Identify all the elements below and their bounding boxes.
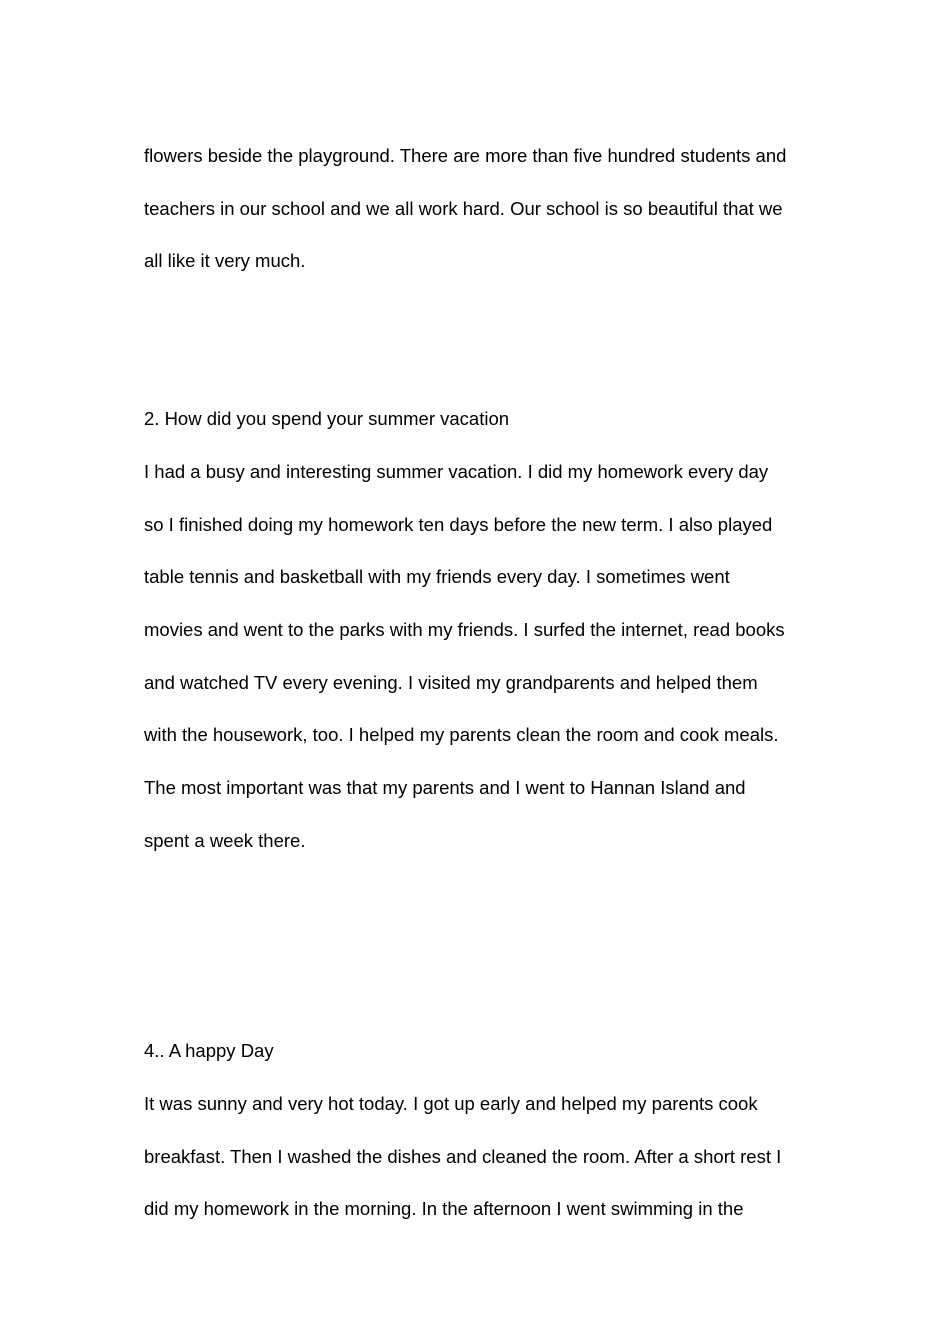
- section-heading: 4.. A happy Day: [144, 1040, 274, 1061]
- paragraph-line: and watched TV every evening. I visited my grandparents and helped them: [144, 672, 758, 693]
- paragraph-line: flowers beside the playground. There are more than five hundred students and: [144, 145, 787, 166]
- paragraph-line: all like it very much.: [144, 250, 306, 271]
- paragraph-line: with the housework, too. I helped my parents clean the room and cook meals.: [144, 724, 779, 745]
- paragraph-line: so I finished doing my homework ten days before the new term. I also played: [144, 514, 773, 535]
- paragraph-line: did my homework in the morning. In the afternoon I went swimming in the: [144, 1198, 744, 1219]
- paragraph-line: breakfast. Then I washed the dishes and cleaned the room. After a short rest I: [144, 1146, 782, 1167]
- section-heading: 2. How did you spend your summer vacation: [144, 408, 510, 429]
- paragraph-line: teachers in our school and we all work hard. Our school is so beautiful that we: [144, 198, 783, 219]
- paragraph-line: table tennis and basketball with my friends every day. I sometimes went: [144, 566, 730, 587]
- paragraph-line: It was sunny and very hot today. I got up early and helped my parents cook: [144, 1093, 758, 1114]
- paragraph-line: The most important was that my parents and I went to Hannan Island and: [144, 777, 746, 798]
- paragraph-line: I had a busy and interesting summer vacation. I did my homework every day: [144, 461, 769, 482]
- paragraph-line: movies and went to the parks with my friends. I surfed the internet, read books: [144, 619, 785, 640]
- paragraph-line: spent a week there.: [144, 830, 306, 851]
